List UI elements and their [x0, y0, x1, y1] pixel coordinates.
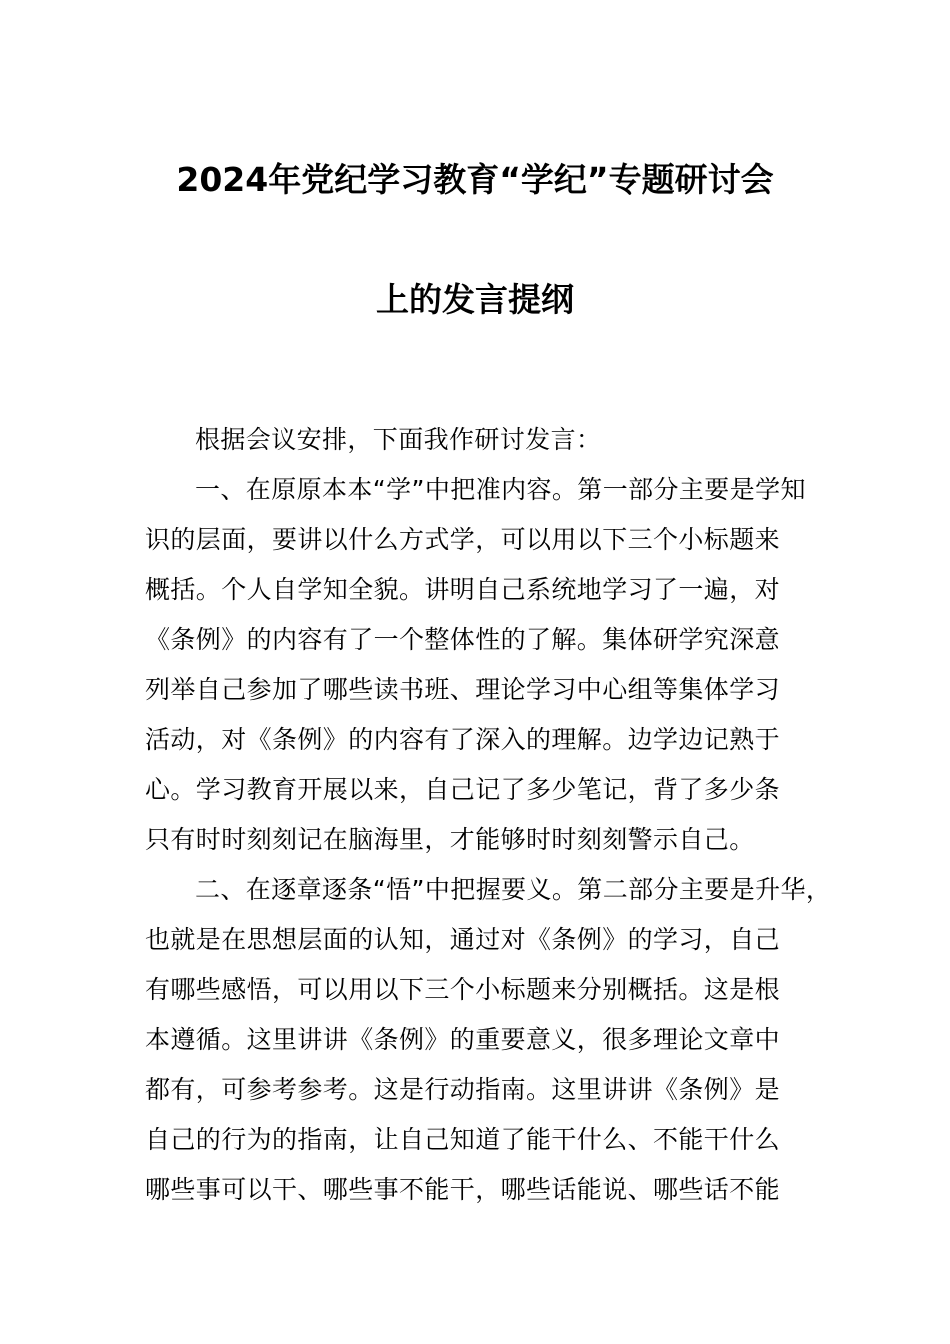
- paragraph-intro: 根据会议安排，下面我作研讨发言：: [195, 425, 602, 454]
- body-text-line: 概括。个人自学知全貌。讲明自己系统地学习了一遍，对: [145, 575, 781, 604]
- body-text-line: 二、在逐章逐条“悟”中把握要义。第二部分主要是升华，: [195, 875, 832, 904]
- body-text-line: 识的层面，要讲以什么方式学，可以用以下三个小标题来: [145, 525, 781, 554]
- body-text-line: 本遵循。这里讲讲《条例》的重要意义，很多理论文章中: [145, 1025, 781, 1054]
- body-text-line: 哪些事可以干、哪些事不能干，哪些话能说、哪些话不能: [145, 1175, 781, 1204]
- body-text-line: 只有时时刻刻记在脑海里，才能够时时刻刻警示自己。: [145, 825, 755, 854]
- body-text-line: 《条例》的内容有了一个整体性的了解。集体研学究深意: [145, 625, 781, 654]
- body-text-line: 也就是在思想层面的认知，通过对《条例》的学习，自己: [145, 925, 781, 954]
- body-text-line: 活动，对《条例》的内容有了深入的理解。边学边记熟于: [145, 725, 781, 754]
- body-text-line: 都有，可参考参考。这是行动指南。这里讲讲《条例》是: [145, 1075, 781, 1104]
- body-text-line: 有哪些感悟，可以用以下三个小标题来分别概括。这是根: [145, 975, 781, 1004]
- body-text-line: 列举自己参加了哪些读书班、理论学习中心组等集体学习: [145, 675, 781, 704]
- document-title-line-1: 2024年党纪学习教育“学纪”专题研讨会: [176, 160, 774, 199]
- document-title-line-2: 上的发言提纲: [376, 280, 574, 319]
- body-text-line: 自己的行为的指南，让自己知道了能干什么、不能干什么: [145, 1125, 781, 1154]
- body-text-line: 一、在原原本本“学”中把准内容。第一部分主要是学知: [195, 475, 806, 504]
- body-text-line: 心。学习教育开展以来，自己记了多少笔记，背了多少条: [145, 775, 781, 804]
